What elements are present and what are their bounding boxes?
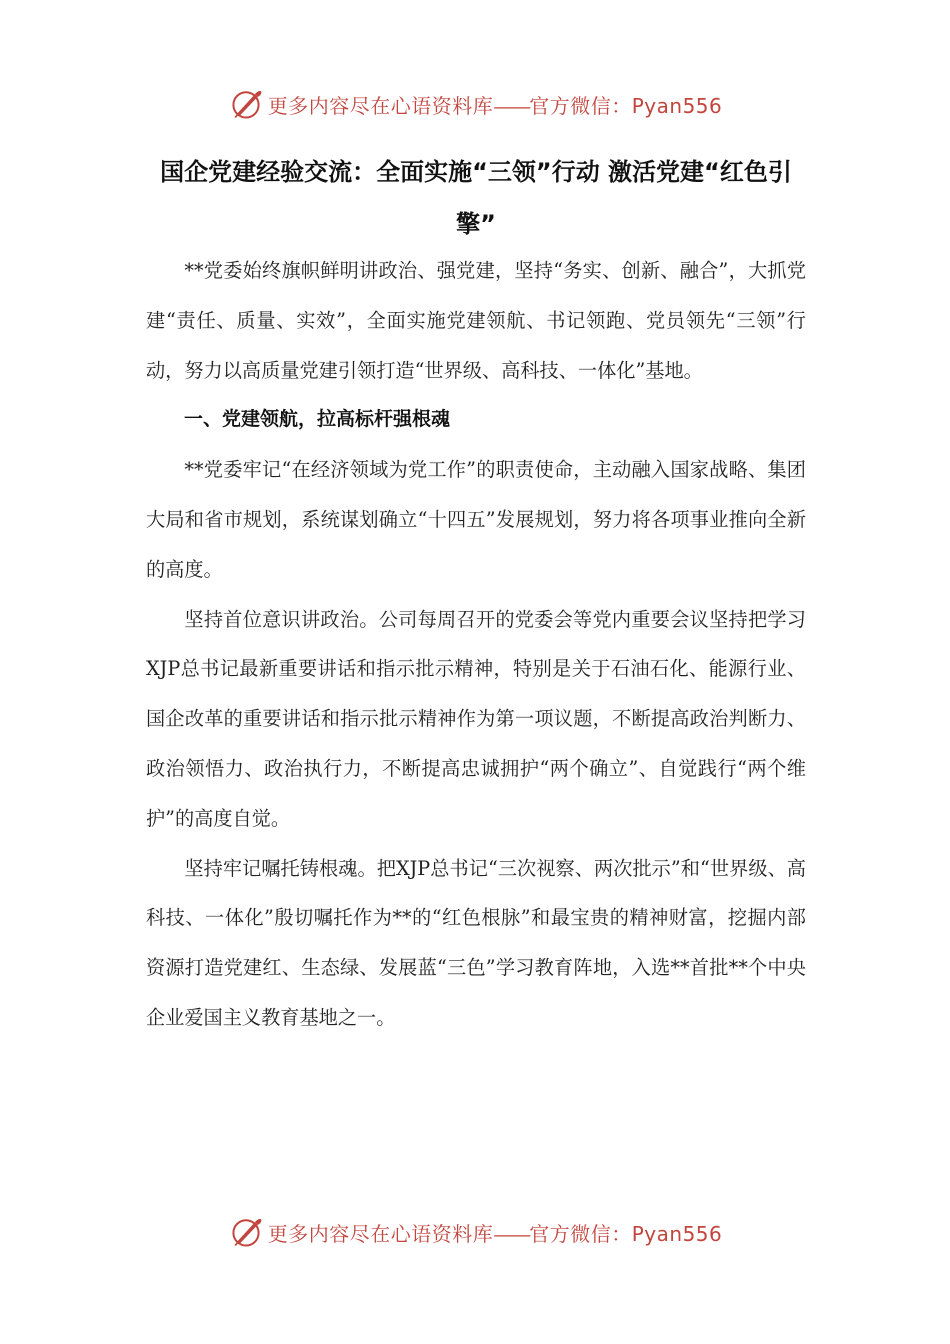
watermark-account: Pyan556: [631, 93, 723, 118]
watermark-account: Pyan556: [631, 1221, 723, 1246]
quill-pen-logo-icon: [228, 1214, 264, 1250]
body-paragraph-2: 坚持首位意识讲政治。公司每周召开的党委会等党内重要会议坚持把学习XJP总书记最新重要讲话和指示批示精神，特别是关于石油石化、能源行业、国企改革的重要讲话和指示批示精神作为第一项议题，不断提高政治判断力、政治领悟力、政治执行力，不断提高忠诚拥护“两个确立”、自觉践行“两个维护”的高度自觉。: [146, 607, 806, 830]
watermark-main-text: 更多内容尽在心语资料库: [267, 93, 494, 118]
watermark-label: 官方微信：: [529, 93, 632, 118]
watermark-dash: ——: [493, 1221, 530, 1246]
body-paragraph-1: **党委牢记“在经济领域为党工作”的职责使命，主动融入国家战略、集团大局和省市规划，系统谋划确立“十四五”发展规划，努力将各项事业推向全新的高度。: [146, 458, 806, 581]
intro-paragraph: **党委始终旗帜鲜明讲政治、强党建，坚持“务实、创新、融合”，大抓党建“责任、质量、实效”，全面实施党建领航、书记领跑、党员领先“三领”行动，努力以高质量党建引领打造“世界级、高科技、一体化”基地。: [146, 259, 806, 382]
watermark-text: [268, 90, 723, 119]
quill-pen-logo-icon: [228, 86, 264, 122]
watermark-banner-bottom: [0, 1212, 950, 1252]
watermark-banner-top: [0, 84, 950, 124]
watermark-main-text: 更多内容尽在心语资料库: [267, 1221, 494, 1246]
section-heading: 一、党建领航，拉高标杆强根魂: [184, 408, 451, 431]
document-body: [146, 246, 806, 1043]
body-paragraph-3: 坚持牢记嘱托铸根魂。把XJP总书记“三次视察、两次批示”和“世界级、高科技、一体化”殷切嘱托作为**的“红色根脉”和最宝贵的精神财富，挖掘内部资源打造党建红、生态绿、发展蓝“三色”学习教育阵地，入选**首批**个中央企业爱国主义教育基地之一。: [146, 856, 806, 1029]
watermark-text: [268, 1218, 723, 1247]
page-title: 国企党建经验交流：全面实施“三领”行动 激活党建“红色引擎”: [160, 158, 792, 238]
watermark-dash: ——: [493, 93, 530, 118]
watermark-label: 官方微信：: [529, 1221, 632, 1246]
